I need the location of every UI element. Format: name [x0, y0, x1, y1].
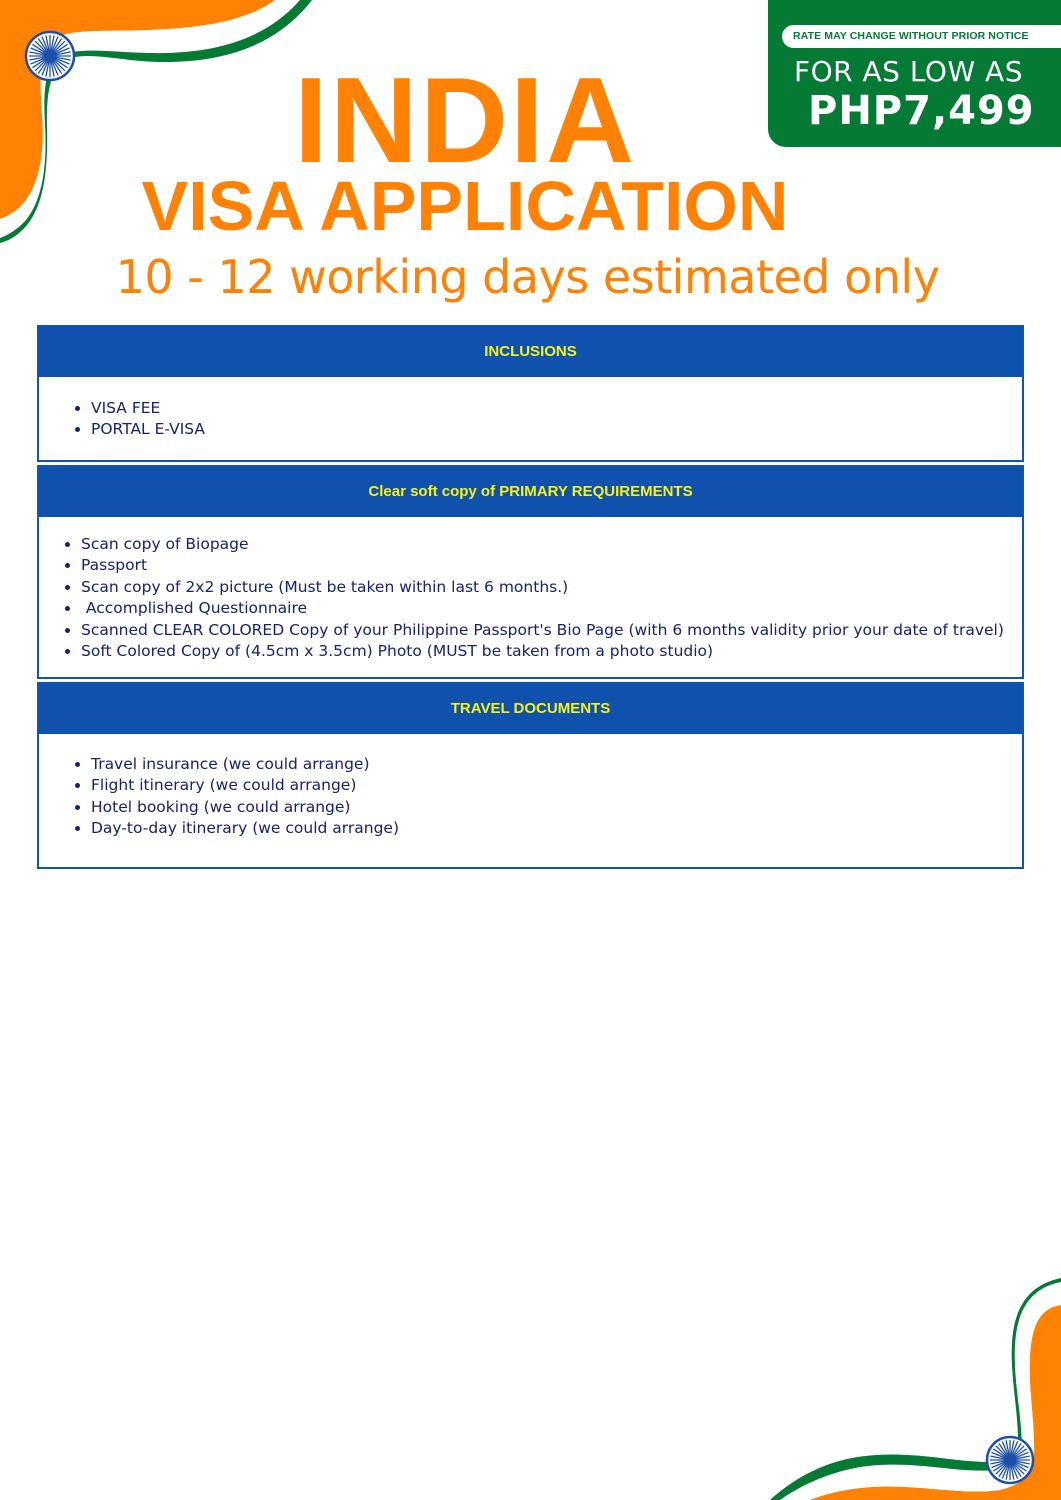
travel-documents-list	[91, 754, 1022, 840]
list-item: • Scan copy of Biopage	[81, 534, 1022, 555]
list-item: • Day-to-day itinerary (we could arrange)	[91, 818, 1022, 839]
list-item: • VISA FEE	[91, 398, 1022, 419]
list-item: • Passport	[81, 555, 1022, 576]
price-value: PHP7,499	[808, 88, 1035, 134]
ashoka-chakra-icon	[987, 1437, 1033, 1483]
list-item: • Scanned CLEAR COLORED Copy of your Philippine Passport's Bio Page (with 6 months validity prior your date of travel)	[81, 620, 1022, 641]
rate-change-notice: RATE MAY CHANGE WITHOUT PRIOR NOTICE	[782, 25, 1061, 48]
primary-requirements-section	[37, 465, 1024, 679]
list-item: • Accomplished Questionnaire	[81, 598, 1022, 619]
tricolor-corner-decoration-bottom-right	[760, 1270, 1061, 1500]
list-item: • Hotel booking (we could arrange)	[91, 797, 1022, 818]
price-lead-text: FOR AS LOW AS	[794, 55, 1023, 88]
list-item: • Travel insurance (we could arrange)	[91, 754, 1022, 775]
inclusions-section	[37, 325, 1024, 462]
section-header: Clear soft copy of PRIMARY REQUIREMENTS	[39, 467, 1022, 517]
inclusions-list	[91, 398, 1022, 441]
list-item: • PORTAL E-VISA	[91, 419, 1022, 440]
section-header: TRAVEL DOCUMENTS	[39, 684, 1022, 734]
page-title-country: INDIA	[293, 52, 637, 188]
processing-time: 10 - 12 working days estimated only	[115, 250, 940, 304]
list-item: • Flight itinerary (we could arrange)	[91, 775, 1022, 796]
list-item: • Scan copy of 2x2 picture (Must be taken within last 6 months.)	[81, 577, 1022, 598]
travel-documents-section	[37, 682, 1024, 869]
section-header: INCLUSIONS	[39, 327, 1022, 377]
page-subtitle: VISA APPLICATION	[141, 167, 789, 245]
list-item: • Soft Colored Copy of (4.5cm x 3.5cm) Photo (MUST be taken from a photo studio)	[81, 641, 1022, 662]
requirements-list	[81, 534, 1022, 662]
